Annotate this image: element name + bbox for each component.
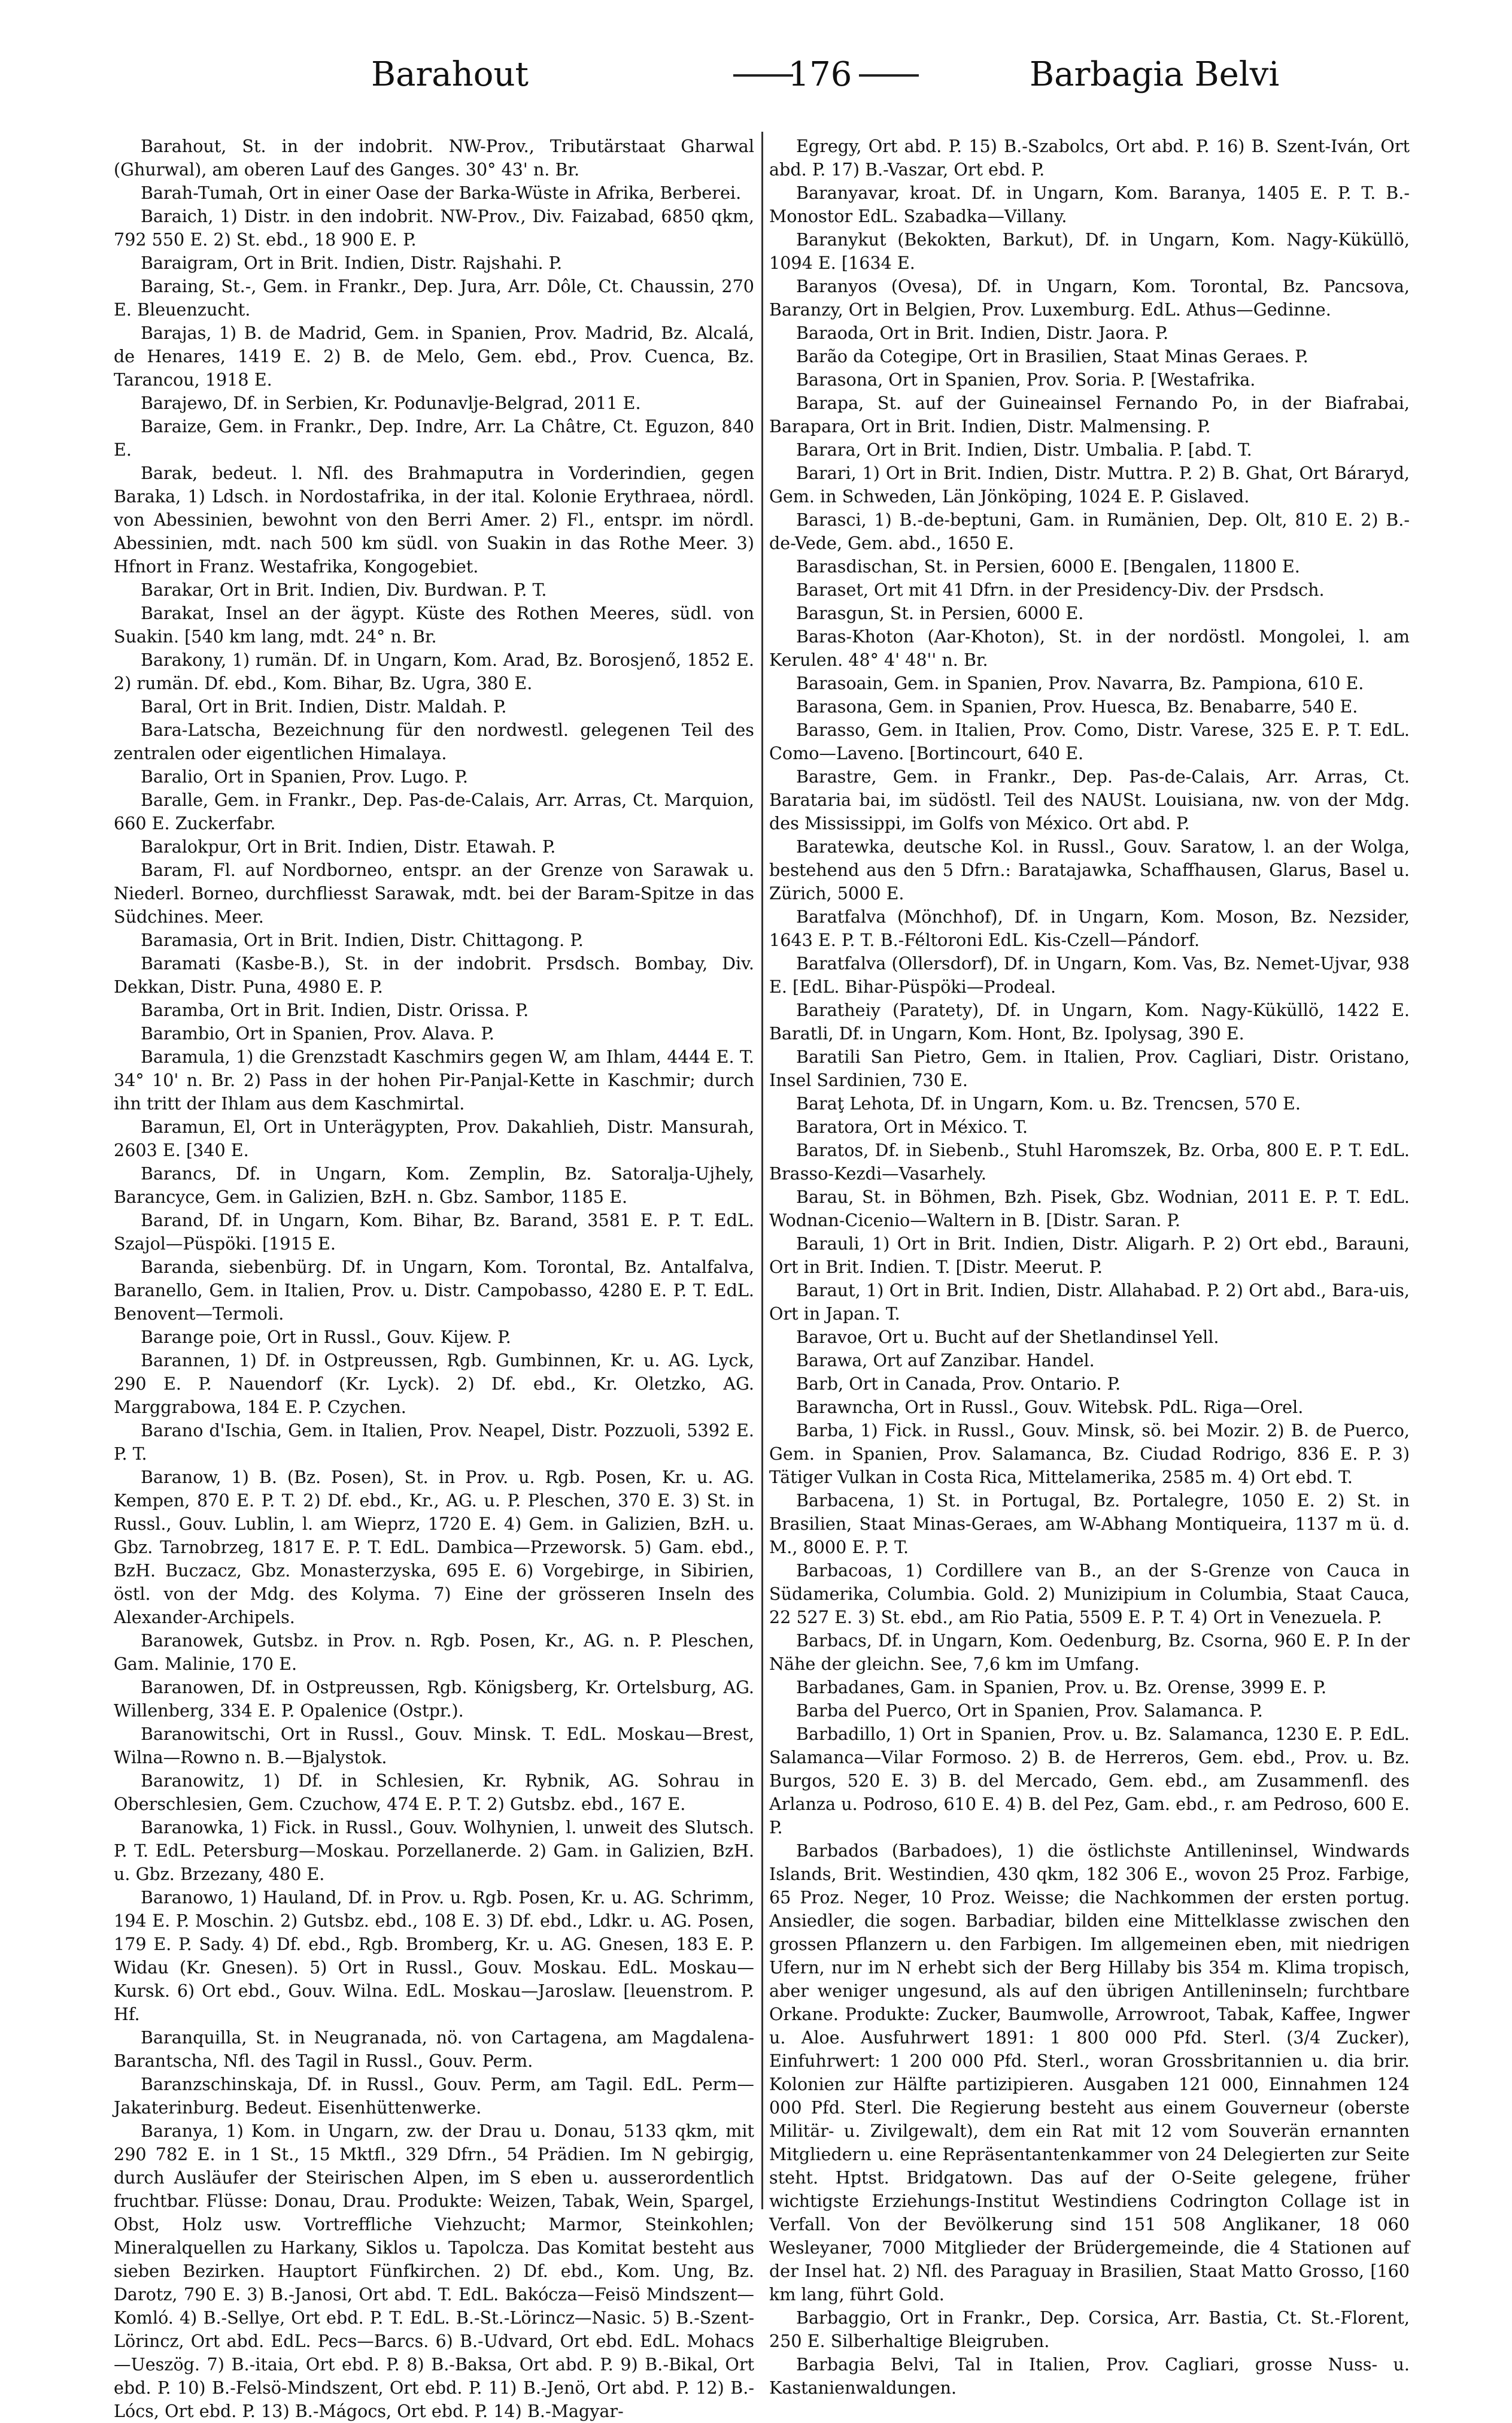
dictionary-entry: Barasso, Gem. in Italien, Prov. Como, Distr. Varese, 325 E. P. T. EdL. Como—Laveno. [Bortincourt, 640 E. bbox=[769, 720, 1410, 763]
dictionary-entry: Baranowek, Gutsbz. in Prov. n. Rgb. Posen, Kr., AG. n. P. Pleschen, Gam. Malinie, 170 E. bbox=[114, 1630, 754, 1674]
dictionary-entry: Barba del Puerco, Ort in Spanien, Prov. Salamanca. P. bbox=[796, 1700, 1263, 1721]
dictionary-entry: Barawa, Ort auf Zanzibar. Handel. bbox=[796, 1350, 1095, 1370]
dictionary-entry: Baranyos (Ovesa), Df. in Ungarn, Kom. Torontal, Bz. Pancsova, Baranzy, Ort in Belgien, Prov. Luxemburg. EdL. Athus—Gedinne. bbox=[769, 276, 1410, 320]
dictionary-entry: Barawncha, Ort in Russl., Gouv. Witebsk. PdL. Riga—Orel. bbox=[796, 1397, 1304, 1417]
dictionary-entry: Barakat, Insel an der ägypt. Küste des Rothen Meeres, südl. von Suakin. [540 km lang, mdt. 24° n. Br. bbox=[114, 603, 754, 647]
dictionary-entry: Baraoda, Ort in Brit. Indien, Distr. Jaora. P. bbox=[796, 323, 1169, 343]
dictionary-entry: Barari, 1) Ort in Brit. Indien, Distr. Muttra. P. 2) B. Ghat, Ort Báraryd, Gem. in Schweden, Län Jönköping, 1024 E. P. Gislaved. bbox=[769, 463, 1410, 507]
dictionary-entry: Barbagia Belvi, Tal in Italien, Prov. Cagliari, grosse Nuss- u. Kastanienwaldungen. bbox=[769, 2354, 1410, 2398]
dictionary-entry: Baranowitz, 1) Df. in Schlesien, Kr. Rybnik, AG. Sohrau in Oberschlesien, Gem. Czuchow, 474 E. P. T. 2) Gutsbz. ebd., 167 E. bbox=[114, 1770, 754, 1814]
dictionary-entry: Barbacena, 1) St. in Portugal, Bz. Portalegre, 1050 E. 2) St. in Brasilien, Staat Minas-Geraes, am W-Abhang Montiqueira, 1137 m ü. d. M., 8000 E. P. T. bbox=[769, 1490, 1410, 1557]
dictionary-entry: Barange poie, Ort in Russl., Gouv. Kijew. P. bbox=[141, 1327, 511, 1347]
dictionary-entry: Barah-Tumah, Ort in einer Oase der Barka-Wüste in Afrika, Berberei. bbox=[141, 183, 742, 203]
dictionary-entry: Baranykut (Bekokten, Barkut), Df. in Ungarn, Kom. Nagy-Küküllö, 1094 E. [1634 E. bbox=[769, 229, 1410, 273]
dictionary-entry: Barasoain, Gem. in Spanien, Prov. Navarra, Bz. Pampiona, 610 E. bbox=[796, 673, 1364, 693]
dictionary-entry: Baranowo, 1) Hauland, Df. in Prov. u. Rgb. Posen, Kr. u. AG. Schrimm, 194 E. P. Moschin. 2) Gutsbz. ebd., 108 E. 3) Df. ebd., Ldkr. u. AG. Posen, 179 E. P. Sady. 4) Df. ebd., Rgb. Bromberg, Kr. u. AG. Gnesen, 183 E. P. Widau (Kr. Gnesen). 5) Ort in Russl., Gouv. Moskau. EdL. Moskau—Kursk. 6) Ort ebd., Gouv. Wilna. EdL. Moskau—Jaroslaw. [leuenstrom. P. Hf. bbox=[114, 1887, 754, 2024]
dictionary-entry: Baranowitschi, Ort in Russl., Gouv. Minsk. T. EdL. Moskau—Brest, Wilna—Rowno n. B.—Bjalystok. bbox=[114, 1724, 754, 1767]
dictionary-entry: Baraut, 1) Ort in Brit. Indien, Distr. Allahabad. P. 2) Ort abd., Bara-uis, Ort in Japan. T. bbox=[769, 1280, 1410, 1324]
page-header bbox=[114, 49, 1395, 115]
dictionary-entry: Baral, Ort in Brit. Indien, Distr. Maldah. P. bbox=[141, 696, 507, 717]
dictionary-entry: Baratfalva (Mönchhof), Df. in Ungarn, Kom. Moson, Bz. Nezsider, 1643 E. P. T. B.-Féltoroni EdL. Kis-Czell—Pándorf. bbox=[769, 906, 1410, 950]
dictionary-entry: Baratfalva (Ollersdorf), Df. in Ungarn, Kom. Vas, Bz. Nemet-Ujvar, 938 E. [EdL. Bihar-Püspöki—Prodeal. bbox=[769, 953, 1410, 997]
dictionary-entry: Egregy, Ort abd. P. 15) B.-Szabolcs, Ort abd. P. 16) B. Szent-Iván, Ort abd. P. 17) B.-Vaszar, Ort ebd. P. bbox=[769, 136, 1410, 180]
dictionary-entry: Baralokpur, Ort in Brit. Indien, Distr. Etawah. P. bbox=[141, 836, 556, 857]
dictionary-entry: Baralio, Ort in Spanien, Prov. Lugo. P. bbox=[141, 766, 469, 787]
dictionary-entry: Baraich, 1) Distr. in den indobrit. NW-Prov., Div. Faizabad, 6850 qkm, 792 550 E. 2) St. ebd., 18 900 E. P. bbox=[114, 206, 754, 250]
dictionary-entry: Barapa, St. auf der Guineainsel Fernando Po, in der Biafrabai, Barapara, Ort in Brit. Indien, Distr. Malmensing. P. bbox=[769, 393, 1410, 436]
dictionary-entry: Barba, 1) Fick. in Russl., Gouv. Minsk, sö. bei Mozir. 2) B. de Puerco, Gem. in Spanien, Prov. Salamanca, Bz. Ciudad Rodrigo, 836 E. P. 3) Tätiger Vulkan in Costa Rica, Mittelamerika, 2585 m. 4) Ort ebd. T. bbox=[769, 1420, 1410, 1487]
dictionary-entry: Barau, St. in Böhmen, Bzh. Pisek, Gbz. Wodnian, 2011 E. P. T. EdL. Wodnan-Cicenio—Waltern in B. [Distr. Saran. P. bbox=[769, 1187, 1410, 1230]
dictionary-entry: Baraigram, Ort in Brit. Indien, Distr. Rajshahi. P. bbox=[141, 253, 563, 273]
dictionary-entry: Baramula, 1) die Grenzstadt Kaschmirs gegen W, am Ihlam, 4444 E. T. 34° 10' n. Br. 2) Pass in der hohen Pir-Panjal-Kette in Kaschmir; durch ihn tritt der Ihlam aus dem Kaschmirtal. bbox=[114, 1047, 754, 1114]
dictionary-entry: Bara-Latscha, Bezeichnung für den nordwestl. gelegenen Teil des zentralen oder eigentlichen Himalaya. bbox=[114, 720, 754, 763]
dictionary-entry: Baratewka, deutsche Kol. in Russl., Gouv. Saratow, l. an der Wolga, bestehend aus den 5 Dfrn.: Baratajawka, Schaffhausen, Glarus, Basel u. Zürich, 5000 E. bbox=[769, 836, 1410, 903]
dictionary-entry: Barbacs, Df. in Ungarn, Kom. Oedenburg, Bz. Csorna, 960 E. P. In der Nähe der gleichn. See, 7,6 km im Umfang. bbox=[769, 1630, 1410, 1674]
dictionary-entry: Baravoe, Ort u. Bucht auf der Shetlandinsel Yell. bbox=[796, 1327, 1219, 1347]
dictionary-entry: Barasgun, St. in Persien, 6000 E. bbox=[796, 603, 1084, 623]
dictionary-entry: Baranyavar, kroat. Df. in Ungarn, Kom. Baranya, 1405 E. P. T. B.-Monostor EdL. Szabadka—Villany. bbox=[769, 183, 1410, 226]
dictionary-entry: Barambio, Ort in Spanien, Prov. Alava. P. bbox=[141, 1023, 494, 1044]
dictionary-entry: Barano d'Ischia, Gem. in Italien, Prov. Neapel, Distr. Pozzuoli, 5392 E. P. T. bbox=[114, 1420, 754, 1464]
dictionary-entry: Barak, bedeut. l. Nfl. des Brahmaputra in Vorderindien, gegen Baraka, 1) Ldsch. in Nordostafrika, in der ital. Kolonie Erythraea, nördl. von Abessinien, bewohnt von den Berri Amer. 2) Fl., entspr. im nördl. Abessinien, mdt. nach 500 km südl. von Suakin in das Rothe Meer. 3) Hfnort in Franz. Westafrika, Kongogebiet. bbox=[114, 463, 754, 577]
dictionary-entry: Barastre, Gem. in Frankr., Dep. Pas-de-Calais, Arr. Arras, Ct. Barataria bai, im südöstl. Teil des NAUSt. Louisiana, nw. von der Mdg. des Mississippi, im Golfs von México. Ort abd. P. bbox=[769, 766, 1410, 833]
dictionary-entry: Baranowen, Df. in Ostpreussen, Rgb. Königsberg, Kr. Ortelsburg, AG. Willenberg, 334 E. P. Opalenice (Ostpr.). bbox=[114, 1677, 754, 1721]
dictionary-entry: Barasona, Gem. in Spanien, Prov. Huesca, Bz. Benabarre, 540 E. bbox=[796, 696, 1358, 717]
dictionary-entry: Baratos, Df. in Siebenb., Stuhl Haromszek, Bz. Orba, 800 E. P. T. EdL. Brasso-Kezdi—Vasarhely. bbox=[769, 1140, 1410, 1184]
dictionary-entry: Baraing, St.-, Gem. in Frankr., Dep. Jura, Arr. Dôle, Ct. Chaussin, 270 E. Bleuenzucht. bbox=[114, 276, 754, 320]
right-column bbox=[769, 135, 1410, 2398]
dictionary-entry: Barão da Cotegipe, Ort in Brasilien, Staat Minas Geraes. P. bbox=[796, 346, 1308, 366]
dictionary-entry: Barakony, 1) rumän. Df. in Ungarn, Kom. Arad, Bz. Borosjenő, 1852 E. 2) rumän. Df. ebd., Kom. Bihar, Bz. Ugra, 380 E. bbox=[114, 650, 754, 693]
left-column bbox=[114, 135, 754, 2421]
dictionary-entry: Baram, Fl. auf Nordborneo, entspr. an der Grenze von Sarawak u. Niederl. Borneo, durchfliesst Sarawak, mdt. bei der Baram-Spitze in das Südchines. Meer. bbox=[114, 860, 754, 927]
dictionary-entry: Barannen, 1) Df. in Ostpreussen, Rgb. Gumbinnen, Kr. u. AG. Lyck, 290 E. P. Nauendorf (Kr. Lyck). 2) Df. ebd., Kr. Oletzko, AG. Marggrabowa, 184 E. P. Czychen. bbox=[114, 1350, 754, 1417]
dictionary-entry: Baranya, 1) Kom. in Ungarn, zw. der Drau u. Donau, 5133 qkm, mit 290 782 E. in 1 St., 15 Mktfl., 329 Dfrn., 54 Prädien. Im N gebirgig, durch Ausläufer der Steirischen Alpen, im S eben u. ausserordentlich fruchtbar. Flüsse: Donau, Drau. Produkte: Weizen, Tabak, Wein, Spargel, Obst, Holz usw. Vortreffliche Viehzucht; Marmor, Steinkohlen; Mineralquellen zu Harkany, Siklos u. Tapolcza. Das Komitat besteht aus sieben Bezirken. Hauptort Fünfkirchen. 2) Df. ebd., Kom. Ung, Bz. Darotz, 790 E. 3) B.-Janosi, Ort abd. T. EdL. Bakócza—Feisö Mindszent—Komló. 4) B.-Sellye, Ort ebd. P. T. EdL. B.-St.-Lörincz—Nasic. 5) B.-Szent-Lörincz, Ort abd. EdL. Pecs—Barcs. 6) B.-Udvard, Ort ebd. EdL. Mohacs—Ueszög. 7) B.-itaia, Ort ebd. P. 8) B.-Baksa, Ort abd. P. 9) B.-Bikal, Ort ebd. P. 10) B.-Felsö-Mindszent, Ort ebd. P. 11) B.-Jenö, Ort abd. P. 12) B.-Lócs, Ort ebd. P. 13) B.-Mágocs, Ort ebd. P. 14) B.-Magyar- bbox=[114, 2121, 754, 2421]
dictionary-entry: Baranowka, 1) Fick. in Russl., Gouv. Wolhynien, l. unweit des Slutsch. P. T. EdL. Petersburg—Moskau. Porzellanerde. 2) Gam. in Galizien, BzH. u. Gbz. Brzezany, 480 E. bbox=[114, 1817, 754, 1884]
dictionary-entry: Barasdischan, St. in Persien, 6000 E. [Bengalen, 11800 E. bbox=[796, 556, 1300, 577]
dictionary-entry: Barahout, St. in der indobrit. NW-Prov., Tributärstaat Gharwal (Ghurwal), am oberen Lauf des Ganges. 30° 43' n. Br. bbox=[114, 136, 754, 180]
header-rule-right bbox=[859, 74, 919, 77]
dictionary-entry: Barauli, 1) Ort in Brit. Indien, Distr. Aligarh. P. 2) Ort ebd., Barauni, Ort in Brit. Indien. T. [Distr. Meerut. P. bbox=[769, 1233, 1410, 1277]
dictionary-entry: Barajewo, Df. in Serbien, Kr. Podunavlje-Belgrad, 2011 E. bbox=[141, 393, 641, 413]
page-number: 176 bbox=[788, 55, 852, 94]
dictionary-entry: Barancs, Df. in Ungarn, Kom. Zemplin, Bz. Satoralja-Ujhely, Barancyce, Gem. in Galizien, BzH. n. Gbz. Sambor, 1185 E. bbox=[114, 1163, 754, 1207]
dictionary-entry: Barb, Ort in Canada, Prov. Ontario. P. bbox=[796, 1373, 1121, 1394]
dictionary-entry: Baratili San Pietro, Gem. in Italien, Prov. Cagliari, Distr. Oristano, Insel Sardinien, 730 E. bbox=[769, 1047, 1410, 1090]
dictionary-entry: Baranda, siebenbürg. Df. in Ungarn, Kom. Torontal, Bz. Antalfalva, Baranello, Gem. in Italien, Prov. u. Distr. Campobasso, 4280 E. P. T. EdL. Benovent—Termoli. bbox=[114, 1257, 754, 1324]
dictionary-entry: Barakar, Ort in Brit. Indien, Div. Burdwan. P. T. bbox=[141, 580, 547, 600]
dictionary-entry: Baratheiy (Paratety), Df. in Ungarn, Kom. Nagy-Küküllö, 1422 E. Baratli, Df. in Ungarn, Kom. Hont, Bz. Ipolysag, 390 E. bbox=[769, 1000, 1410, 1044]
dictionary-entry: Baraize, Gem. in Frankr., Dep. Indre, Arr. La Châtre, Ct. Eguzon, 840 E. bbox=[114, 416, 754, 460]
dictionary-entry: Baramati (Kasbe-B.), St. in der indobrit. Prsdsch. Bombay, Div. Dekkan, Distr. Puna, 4980 E. P. bbox=[114, 953, 754, 997]
dictionary-entry: Baraset, Ort mit 41 Dfrn. in der Presidency-Div. der Prsdsch. bbox=[796, 580, 1325, 600]
dictionary-entry: Barasci, 1) B.-de-beptuni, Gam. in Rumänien, Dep. Olt, 810 E. 2) B.-de-Vede, Gem. abd., 1650 E. bbox=[769, 510, 1410, 553]
dictionary-entry: Baranow, 1) B. (Bz. Posen), St. in Prov. u. Rgb. Posen, Kr. u. AG. Kempen, 870 E. P. T. 2) Df. ebd., Kr., AG. u. P. Pleschen, 370 E. 3) St. in Russl., Gouv. Lublin, l. am Wieprz, 1720 E. 4) Gem. in Galizien, BzH. u. Gbz. Tarnobrzeg, 1817 E. P. T. EdL. Dambica—Przeworsk. 5) Gam. ebd., BzH. Buczacz, Gbz. Monasterzyska, 695 E. 6) Vorgebirge, in Sibirien, östl. von der Mdg. des Kolyma. 7) Eine der grösseren Inseln des Alexander-Archipels. bbox=[114, 1467, 754, 1627]
header-right-word: Barbagia Belvi bbox=[1030, 55, 1280, 94]
dictionary-entry: Barasona, Ort in Spanien, Prov. Soria. P. [Westafrika. bbox=[796, 369, 1256, 390]
dictionary-entry: Barbaggio, Ort in Frankr., Dep. Corsica, Arr. Bastia, Ct. St.-Florent, 250 E. Silberhaltige Bleigruben. bbox=[769, 2307, 1410, 2351]
dictionary-entry: Baras-Khoton (Aar-Khoton), St. in der nordöstl. Mongolei, l. am Kerulen. 48° 4' 48'' n. Br. bbox=[769, 626, 1410, 670]
dictionary-entry: Baranzschinskaja, Df. in Russl., Gouv. Perm, am Tagil. EdL. Perm—Jakaterinburg. Bedeut. Eisenhüttenwerke. bbox=[114, 2074, 754, 2118]
dictionary-entry: Baramun, El, Ort in Unterägypten, Prov. Dakahlieh, Distr. Mansurah, 2603 E. [340 E. bbox=[114, 1117, 754, 1160]
dictionary-entry: Barbadanes, Gam. in Spanien, Prov. u. Bz. Orense, 3999 E. P. bbox=[796, 1677, 1327, 1697]
column-divider bbox=[761, 132, 763, 2209]
dictionary-entry: Baratora, Ort in México. T. bbox=[796, 1117, 1028, 1137]
header-left-word: Barahout bbox=[371, 55, 529, 94]
dictionary-entry: Barand, Df. in Ungarn, Kom. Bihar, Bz. Barand, 3581 E. P. T. EdL. Szajol—Püspöki. [1915 E. bbox=[114, 1210, 754, 1254]
dictionary-entry: Barajas, 1) B. de Madrid, Gem. in Spanien, Prov. Madrid, Bz. Alcalá, de Henares, 1419 E. 2) B. de Melo, Gem. ebd., Prov. Cuenca, Bz. Tarancou, 1918 E. bbox=[114, 323, 754, 390]
dictionary-entry: Barbadillo, 1) Ort in Spanien, Prov. u. Bz. Salamanca, 1230 E. P. EdL. Salamanca—Vilar Formoso. 2) B. de Herreros, Gem. ebd., Prov. u. Bz. Burgos, 520 E. 3) B. del Mercado, Gem. ebd., am Zusammenfl. des Arlanza u. Podroso, 610 E. 4) B. del Pez, Gam. ebd., r. am Pedroso, 600 E. P. bbox=[769, 1724, 1410, 1837]
dictionary-entry: Barara, Ort in Brit. Indien, Distr. Umbalia. P. [abd. T. bbox=[796, 439, 1252, 460]
dictionary-entry: Baraţ Lehota, Df. in Ungarn, Kom. u. Bz. Trencsen, 570 E. bbox=[796, 1093, 1301, 1114]
dictionary-entry: Baramasia, Ort in Brit. Indien, Distr. Chittagong. P. bbox=[141, 930, 584, 950]
dictionary-entry: Barbacoas, 1) Cordillere van B., an der S-Grenze von Cauca in Südamerika, Columbia. Gold. 2) Munizipium in Columbia, Staat Cauca, 22 527 E. 3) St. ebd., am Rio Patia, 5509 E. P. T. 4) Ort in Venezuela. P. bbox=[769, 1560, 1410, 1627]
dictionary-entry: Barbados (Barbadoes), 1) die östlichste Antilleninsel, Windwards Islands, Brit. Westindien, 430 qkm, 182 306 E., wovon 25 Proz. Farbige, 65 Proz. Neger, 10 Proz. Weisse; die Nachkommen der ersten portug. Ansiedler, die sogen. Barbadiar, bilden eine Mittelklasse zwischen den grossen Pflanzern u. den Farbigen. Im allgemeinen eben, mit niedrigen Ufern, nur im N erhebt sich der Berg Hillaby bis 354 m. Klima tropisch, aber weniger ungesund, als auf den übrigen Antilleninseln; furchtbare Orkane. Produkte: Zucker, Baumwolle, Arrowroot, Tabak, Kaffee, Ingwer u. Aloe. Ausfuhrwert 1891: 1 800 000 Pfd. Sterl. (3/4 Zucker), Einfuhrwert: 1 200 000 Pfd. Sterl., woran Grossbritannien u. dia brir. Kolonien zur Hälfte partizipieren. Ausgaben 121 000, Einnahmen 124 000 Pfd. Sterl. Die Regierung besteht aus einem Gouverneur (oberste Militär- u. Zivilgewalt), dem ein Rat mit 12 vom Souverän ernannten Mitgliedern u. eine Repräsentantenkammer von 24 Delegierten zur Seite steht. Hptst. Bridgatown. Das auf der O-Seite gelegene, früher wichtigste Erziehungs-Institut Westindiens Codrington Collage ist in Verfall. Von der Bevölkerung sind 151 508 Anglikaner, 18 060 Wesleyaner, 7000 Mitglieder der Brüdergemeinde, die 4 Stationen auf der Insel hat. 2) Nfl. des Paraguay in Brasilien, Staat Matto Grosso, [160 km lang, führt Gold. bbox=[769, 1840, 1410, 2304]
dictionary-entry: Baralle, Gem. in Frankr., Dep. Pas-de-Calais, Arr. Arras, Ct. Marquion, 660 E. Zuckerfabr. bbox=[114, 790, 754, 833]
dictionary-entry: Baranquilla, St. in Neugranada, nö. von Cartagena, am Magdalena-Barantscha, Nfl. des Tagil in Russl., Gouv. Perm. bbox=[114, 2027, 754, 2071]
dictionary-entry: Baramba, Ort in Brit. Indien, Distr. Orissa. P. bbox=[141, 1000, 529, 1020]
